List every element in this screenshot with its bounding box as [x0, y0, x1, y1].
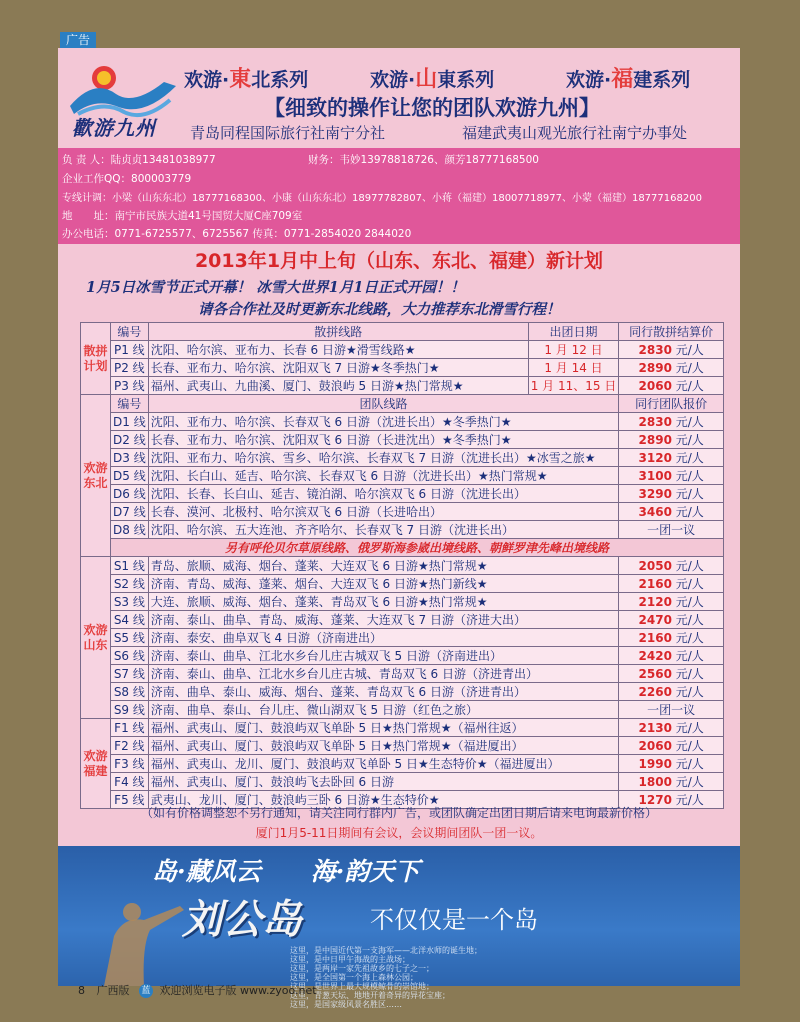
itinerary-table — [80, 322, 724, 809]
table-row — [81, 719, 724, 737]
plan-title: 2013年1月中上旬（山东、东北、福建）新计划 — [194, 250, 604, 272]
price-value: 2060 — [638, 739, 672, 753]
header-code: 编号 — [111, 323, 149, 341]
price-unit: 元/人 — [675, 559, 704, 573]
banner-brand: 刘公岛 — [182, 896, 302, 943]
series-suffix: 建系列 — [633, 69, 691, 91]
contact-address: 地 址：南宁市民族大道41号国贸大厦C座709室 — [62, 210, 303, 222]
table-row — [81, 377, 724, 395]
price-unit: 元/人 — [675, 361, 704, 375]
price-value: 2160 — [638, 631, 672, 645]
contact-phone: 办公电话：0771-6725577、6725567 传真：0771-2854020 2844020 — [62, 228, 412, 240]
row-price — [619, 755, 724, 773]
price-unit: 元/人 — [675, 343, 704, 357]
table-row — [81, 449, 724, 467]
header-code: 编号 — [111, 395, 149, 413]
price-value: 2830 — [638, 415, 672, 429]
price-value: 3290 — [638, 487, 672, 501]
table-row — [81, 701, 724, 719]
desc-line: 这里，是国家级风景名胜区…… — [290, 1000, 402, 1009]
desc-line: 这里，青葱天坛、地地开着奇异的异花宝座； — [290, 991, 450, 1000]
row-price — [619, 701, 724, 719]
ad-tag: 广告 — [60, 32, 96, 49]
row-price — [619, 485, 724, 503]
row-route: 长春、亚布力、哈尔滨、沈阳双飞 6 日游（长进沈出）★冬季热门★ — [148, 431, 619, 449]
table-row — [81, 431, 724, 449]
row-route: 济南、泰山、曲阜、江北水乡台儿庄古城双飞 5 日游（济南进出） — [148, 647, 619, 665]
row-route: 沈阳、哈尔滨、五大连池、齐齐哈尔、长春双飞 7 日游（沈进长出） — [148, 521, 619, 539]
table-row — [81, 611, 724, 629]
row-price — [619, 593, 724, 611]
desc-line: 这里，是中日甲午海战的主战场； — [290, 955, 410, 964]
table-row — [81, 755, 724, 773]
row-price — [619, 341, 724, 359]
desc-line: 这里，是两岸一家先祖故乡的七子之一； — [290, 964, 434, 973]
agency-fujian: 福建武夷山观光旅行社南宁办事处 — [462, 124, 688, 142]
row-code: S8 线 — [111, 683, 149, 701]
category-shandong: 欢游山东 — [81, 557, 111, 719]
row-code: F2 线 — [111, 737, 149, 755]
row-price — [619, 377, 724, 395]
statue-icon — [84, 876, 194, 986]
row-route: 济南、泰山、曲阜、青岛、威海、蓬莱、大连双飞 7 日游（济进大出） — [148, 611, 619, 629]
price-unit: 元/人 — [675, 793, 704, 807]
row-route: 济南、青岛、威海、蓬莱、烟台、大连双飞 6 日游★热门新线★ — [148, 575, 619, 593]
row-code: F5 线 — [111, 791, 149, 809]
row-price — [619, 575, 724, 593]
notice-snow-festival: 1月5日冰雪节正式开幕！ 冰雪大世界1月1日正式开园！！ — [86, 279, 465, 296]
contact-manager: 负 责 人：陆贞贞13481038977 — [62, 154, 216, 166]
price-unit: 元/人 — [675, 667, 704, 681]
price-value: 2060 — [638, 379, 672, 393]
row-code: S5 线 — [111, 629, 149, 647]
price-value: 2890 — [638, 361, 672, 375]
edition-label: 广西版 — [96, 984, 130, 997]
row-code: F3 线 — [111, 755, 149, 773]
table-row — [81, 737, 724, 755]
desc-line: 这里，是全国第一个海上森林公园； — [290, 973, 418, 982]
row-price — [619, 449, 724, 467]
price-value: 一团一议 — [647, 523, 696, 537]
dongbei-note: 另有呼伦贝尔草原线路、俄罗斯海参崴出境线路、朝鲜罗津先峰出境线路 — [111, 539, 724, 557]
row-route: 济南、泰山、曲阜、江北水乡台儿庄古城、青岛双飞 6 日游（济进青出） — [148, 665, 619, 683]
row-route: 福州、武夷山、厦门、鼓浪屿飞去卧回 6 日游 — [148, 773, 619, 791]
series-prefix: 欢游· — [184, 69, 230, 91]
category-fujian: 欢游福建 — [81, 719, 111, 809]
row-code: S4 线 — [111, 611, 149, 629]
row-route: 济南、曲阜、泰山、台儿庄、微山湖双飞 5 日游（红色之旅） — [148, 701, 619, 719]
table-row — [81, 593, 724, 611]
row-route: 沈阳、亚布力、哈尔滨、雪乡、哈尔滨、长春双飞 7 日游（沈进长出）★冰雪之旅★ — [148, 449, 619, 467]
series-shandong — [370, 62, 494, 93]
price-value: 2470 — [638, 613, 672, 627]
price-unit: 元/人 — [675, 415, 704, 429]
price-value: 2050 — [638, 559, 672, 573]
table-row — [81, 521, 724, 539]
table-row — [81, 503, 724, 521]
row-price — [619, 629, 724, 647]
price-value: 2420 — [638, 649, 672, 663]
series-highlight: 福 — [611, 67, 634, 92]
row-date: 1 月 11、15 日 — [528, 377, 619, 395]
price-value: 3460 — [638, 505, 672, 519]
row-route: 济南、泰安、曲阜双飞 4 日游（济南进出） — [148, 629, 619, 647]
agency-qingdao: 青岛同程国际旅行社南宁分社 — [190, 124, 386, 142]
xiamen-note: 厦门1月5-11日期间有会议，会议期间团队一团一议。 — [255, 826, 543, 840]
row-code: S2 线 — [111, 575, 149, 593]
row-route: 福州、武夷山、九曲溪、厦门、鼓浪屿 5 日游★热门常规★ — [148, 377, 528, 395]
price-value: 1270 — [638, 793, 672, 807]
row-price — [619, 359, 724, 377]
price-unit: 元/人 — [675, 775, 704, 789]
price-value: 2160 — [638, 577, 672, 591]
row-code: S7 线 — [111, 665, 149, 683]
row-code: F1 线 — [111, 719, 149, 737]
price-unit: 元/人 — [675, 505, 704, 519]
table-row — [81, 467, 724, 485]
price-value: 2830 — [638, 343, 672, 357]
row-route: 福州、武夷山、厦门、鼓浪屿双飞单卧 5 日★热门常规★（福进厦出） — [148, 737, 619, 755]
sanpin-header-row — [81, 323, 724, 341]
notice-recommend: 请各合作社及时更新东北线路，大力推荐东北滑雪行程！ — [198, 301, 561, 318]
row-code: D5 线 — [111, 467, 149, 485]
row-price — [619, 557, 724, 575]
table-row — [81, 575, 724, 593]
contact-block — [58, 148, 740, 244]
row-route: 沈阳、哈尔滨、亚布力、长春 6 日游★滑雪线路★ — [148, 341, 528, 359]
row-route: 福州、武夷山、厦门、鼓浪屿双飞单卧 5 日★热门常规★（福州往返） — [148, 719, 619, 737]
price-note: （如有价格调整恕不另行通知，请关注同行群内广告，或团队确定出团日期后请来电询最新价格） — [140, 806, 657, 820]
row-code: S6 线 — [111, 647, 149, 665]
row-price — [619, 737, 724, 755]
row-route: 大连、旅顺、威海、烟台、蓬莱、青岛双飞 6 日游★热门常规★ — [148, 593, 619, 611]
series-prefix: 欢游· — [566, 69, 612, 91]
price-value: 2260 — [638, 685, 672, 699]
price-value: 3120 — [638, 451, 672, 465]
series-dongbei — [184, 62, 308, 93]
row-code: D3 线 — [111, 449, 149, 467]
header-route: 团队线路 — [148, 395, 619, 413]
header-price: 同行团队报价 — [619, 395, 724, 413]
contact-finance: 财务：韦妙13978818726、颜芳18777168500 — [308, 154, 539, 166]
row-date: 1 月 12 日 — [528, 341, 619, 359]
price-unit: 元/人 — [675, 613, 704, 627]
category-sanpin: 散拼计划 — [81, 323, 111, 395]
row-route: 沈阳、长春、长白山、延吉、镜泊湖、哈尔滨双飞 6 日游（沈进长出） — [148, 485, 619, 503]
header — [58, 48, 740, 148]
row-price — [619, 431, 724, 449]
price-value: 2560 — [638, 667, 672, 681]
price-unit: 元/人 — [675, 685, 704, 699]
row-code: D7 线 — [111, 503, 149, 521]
table-row — [81, 683, 724, 701]
table-row — [81, 341, 724, 359]
price-unit: 元/人 — [675, 631, 704, 645]
table-row — [81, 413, 724, 431]
row-price — [619, 521, 724, 539]
banner-headline: 岛·藏风云 海·韵天下 — [152, 857, 420, 886]
row-code: D2 线 — [111, 431, 149, 449]
price-unit: 元/人 — [675, 739, 704, 753]
desc-line: 这里，是中国近代第一支海军——北洋水师的诞生地； — [290, 946, 482, 955]
price-unit: 元/人 — [675, 469, 704, 483]
price-value: 2120 — [638, 595, 672, 609]
price-value: 一团一议 — [647, 703, 696, 717]
row-code: D8 线 — [111, 521, 149, 539]
row-price — [619, 611, 724, 629]
slogan: 【细致的操作让您的团队欢游九州】 — [264, 96, 600, 120]
table-row — [81, 557, 724, 575]
banner-tagline: 不仅仅是一个岛 — [370, 906, 538, 934]
series-suffix: 東系列 — [437, 69, 495, 91]
table-row — [81, 665, 724, 683]
header-date: 出团日期 — [528, 323, 619, 341]
price-value: 1800 — [638, 775, 672, 789]
series-suffix: 北系列 — [251, 69, 309, 91]
table-row — [81, 485, 724, 503]
row-code: D1 线 — [111, 413, 149, 431]
row-code: P2 线 — [111, 359, 149, 377]
row-code: P1 线 — [111, 341, 149, 359]
series-highlight: 東 — [229, 67, 252, 92]
table-row — [81, 629, 724, 647]
group-header-row — [81, 395, 724, 413]
logo-text: 歡游九州 — [72, 116, 156, 140]
row-code: D6 线 — [111, 485, 149, 503]
row-code: S3 线 — [111, 593, 149, 611]
price-unit: 元/人 — [675, 757, 704, 771]
price-unit: 元/人 — [675, 721, 704, 735]
dongbei-note-row — [81, 539, 724, 557]
price-unit: 元/人 — [675, 433, 704, 447]
row-price — [619, 647, 724, 665]
price-unit: 元/人 — [675, 379, 704, 393]
price-unit: 元/人 — [675, 577, 704, 591]
series-highlight: 山 — [415, 67, 438, 92]
row-code: S1 线 — [111, 557, 149, 575]
row-price — [619, 503, 724, 521]
row-route: 武夷山、龙川、厦门、鼓浪屿三卧 6 日游★生态特价★ — [148, 791, 619, 809]
row-route: 青岛、旅顺、威海、烟台、蓬莱、大连双飞 6 日游★热门常规★ — [148, 557, 619, 575]
price-unit: 元/人 — [675, 649, 704, 663]
row-route: 济南、曲阜、泰山、威海、烟台、蓬莱、青岛双飞 6 日游（济进青出） — [148, 683, 619, 701]
brand-circle-icon: 蓝 — [139, 984, 153, 998]
header-price: 同行散拼结算价 — [619, 323, 724, 341]
banner-description — [290, 946, 610, 1009]
row-price — [619, 683, 724, 701]
website-link[interactable]: 欢迎浏览电子版 www.zyoo.net — [159, 984, 317, 997]
row-price — [619, 719, 724, 737]
series-prefix: 欢游· — [370, 69, 416, 91]
row-route: 沈阳、亚布力、哈尔滨、长春双飞 6 日游（沈进长出）★冬季热门★ — [148, 413, 619, 431]
page-number: 8 — [78, 984, 85, 997]
table-row — [81, 647, 724, 665]
category-dongbei: 欢游东北 — [81, 395, 111, 557]
price-value: 3100 — [638, 469, 672, 483]
row-price — [619, 467, 724, 485]
row-code: S9 线 — [111, 701, 149, 719]
row-date: 1 月 14 日 — [528, 359, 619, 377]
price-unit: 元/人 — [675, 595, 704, 609]
header-route: 散拼线路 — [148, 323, 528, 341]
row-price — [619, 665, 724, 683]
table-row — [81, 773, 724, 791]
row-price — [619, 773, 724, 791]
table-row — [81, 359, 724, 377]
page-footer — [78, 982, 317, 998]
price-unit: 元/人 — [675, 487, 704, 501]
contact-hotline: 专线计调：小梁（山东东北）18777168300、小康（山东东北）18977782807、小蒋（福建）18007718977、小蒙（福建）18777168200 — [62, 193, 702, 204]
price-value: 1990 — [638, 757, 672, 771]
row-price — [619, 413, 724, 431]
price-value: 2890 — [638, 433, 672, 447]
desc-line: 这里，是世界上最大规模鲸骨的崇馆地； — [290, 982, 434, 991]
row-route: 福州、武夷山、龙川、厦门、鼓浪屿双飞单卧 5 日★生态特价★（福进厦出） — [148, 755, 619, 773]
row-code: P3 线 — [111, 377, 149, 395]
row-route: 长春、漠河、北极村、哈尔滨双飞 6 日游（长进哈出） — [148, 503, 619, 521]
row-route: 沈阳、长白山、延吉、哈尔滨、长春双飞 6 日游（沈进长出）★热门常规★ — [148, 467, 619, 485]
row-code: F4 线 — [111, 773, 149, 791]
contact-qq: 企业工作QQ：800003779 — [62, 173, 192, 185]
series-fujian — [566, 62, 690, 93]
row-route: 长春、亚布力、哈尔滨、沈阳双飞 7 日游★冬季热门★ — [148, 359, 528, 377]
price-value: 2130 — [638, 721, 672, 735]
price-unit: 元/人 — [675, 451, 704, 465]
